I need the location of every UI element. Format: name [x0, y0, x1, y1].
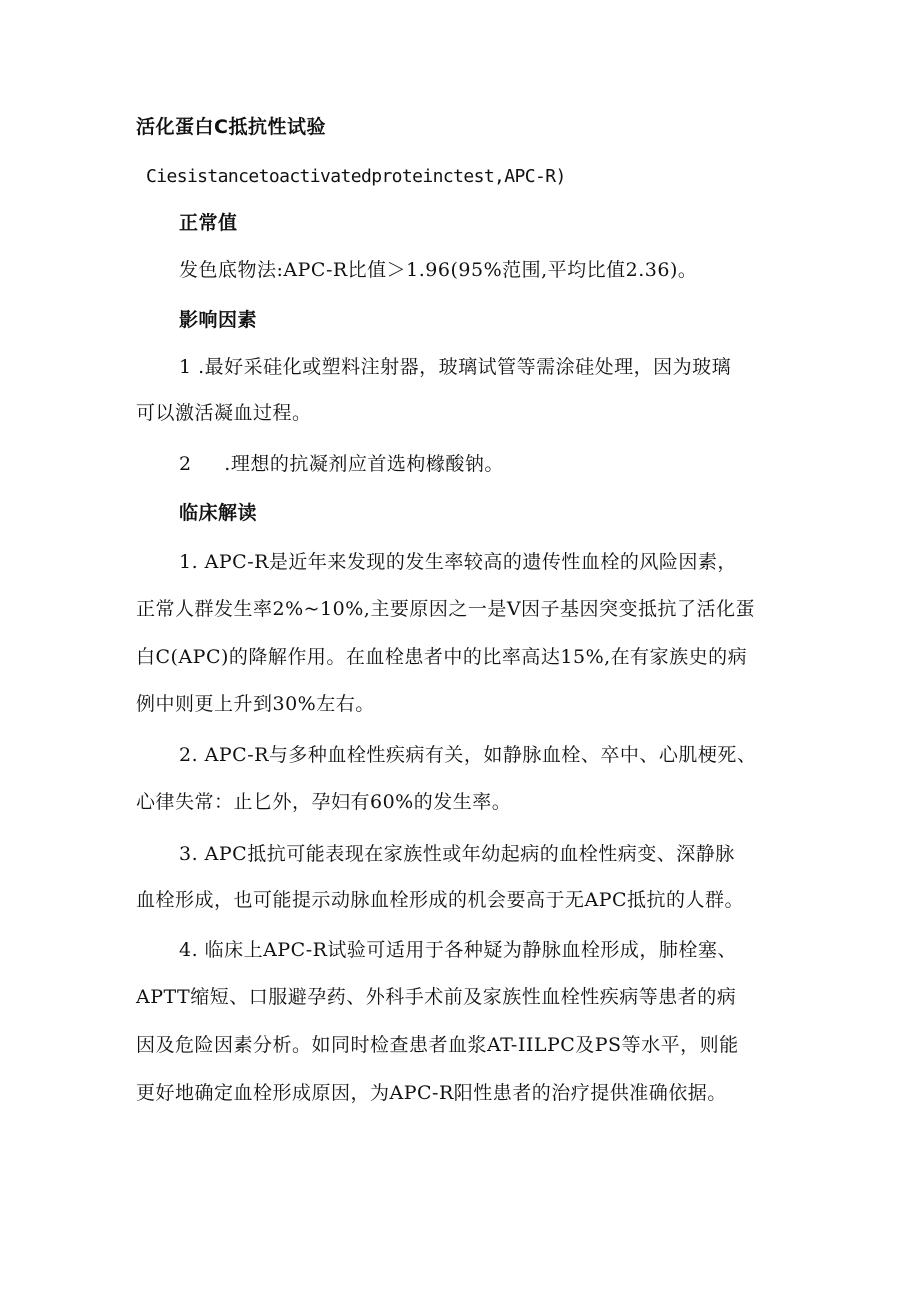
clinical-paragraph-2-line-2: 心律失常：止匕外，孕妇有60%的发生率。 [136, 791, 512, 813]
clinical-paragraph-1-line-4: 例中则更上升到30%左右。 [136, 693, 375, 715]
document-subtitle: Ciesistancetoactivatedproteinctest,APC-R) [146, 166, 566, 187]
normal-value-text: 发色底物法:APC-R比值＞1.96(95%范围,平均比值2.36)。 [179, 259, 698, 281]
clinical-paragraph-4-line-3: 因及危险因素分析。如同时检查患者血浆AT-IILPC及PS等水平，则能 [136, 1034, 739, 1056]
clinical-paragraph-1-line-3: 白C(APC)的降解作用。在血栓患者中的比率高达15%,在有家族史的病 [136, 646, 748, 668]
clinical-paragraph-3-line-1: 3. APC抵抗可能表现在家族性或年幼起病的血栓性病变、深静脉 [179, 843, 735, 865]
clinical-paragraph-4-line-2: APTT缩短、口服避孕药、外科手术前及家族性血栓性疾病等患者的病 [136, 986, 737, 1008]
factor-item-1-line-2: 可以激活凝血过程。 [136, 402, 312, 424]
clinical-paragraph-2-line-1: 2. APC-R与多种血栓性疾病有关，如静脉血栓、卒中、心肌梗死、 [179, 744, 757, 766]
clinical-paragraph-4-line-1: 4. 临床上APC-R试验可适用于各种疑为静脉血栓形成，肺栓塞、 [179, 939, 737, 961]
clinical-paragraph-1-line-1: 1. APC-R是近年来发现的发生率较高的遗传性血栓的风险因素， [179, 551, 737, 573]
section-heading-normal-value: 正常值 [179, 212, 238, 234]
factor-item-1-line-1: 1 .最好采硅化或塑料注射器，玻璃试管等需涂硅处理，因为玻璃 [179, 356, 732, 378]
document-title: 活化蛋白C抵抗性试验 [136, 116, 326, 138]
clinical-paragraph-4-line-4: 更好地确定血栓形成原因，为APC-R阳性患者的治疗提供准确依据。 [136, 1082, 727, 1104]
section-heading-clinical-interpretation: 临床解读 [179, 502, 258, 524]
section-heading-influencing-factors: 影响因素 [179, 309, 258, 331]
clinical-paragraph-3-line-2: 血栓形成，也可能提示动脉血栓形成的机会要高于无APC抵抗的人群。 [136, 889, 745, 911]
factor-item-2: 2 .理想的抗凝剂应首选枸橼酸钠。 [179, 453, 504, 475]
clinical-paragraph-1-line-2: 正常人群发生率2%~10%,主要原因之一是V因子基因突变抵抗了活化蛋 [136, 598, 756, 620]
